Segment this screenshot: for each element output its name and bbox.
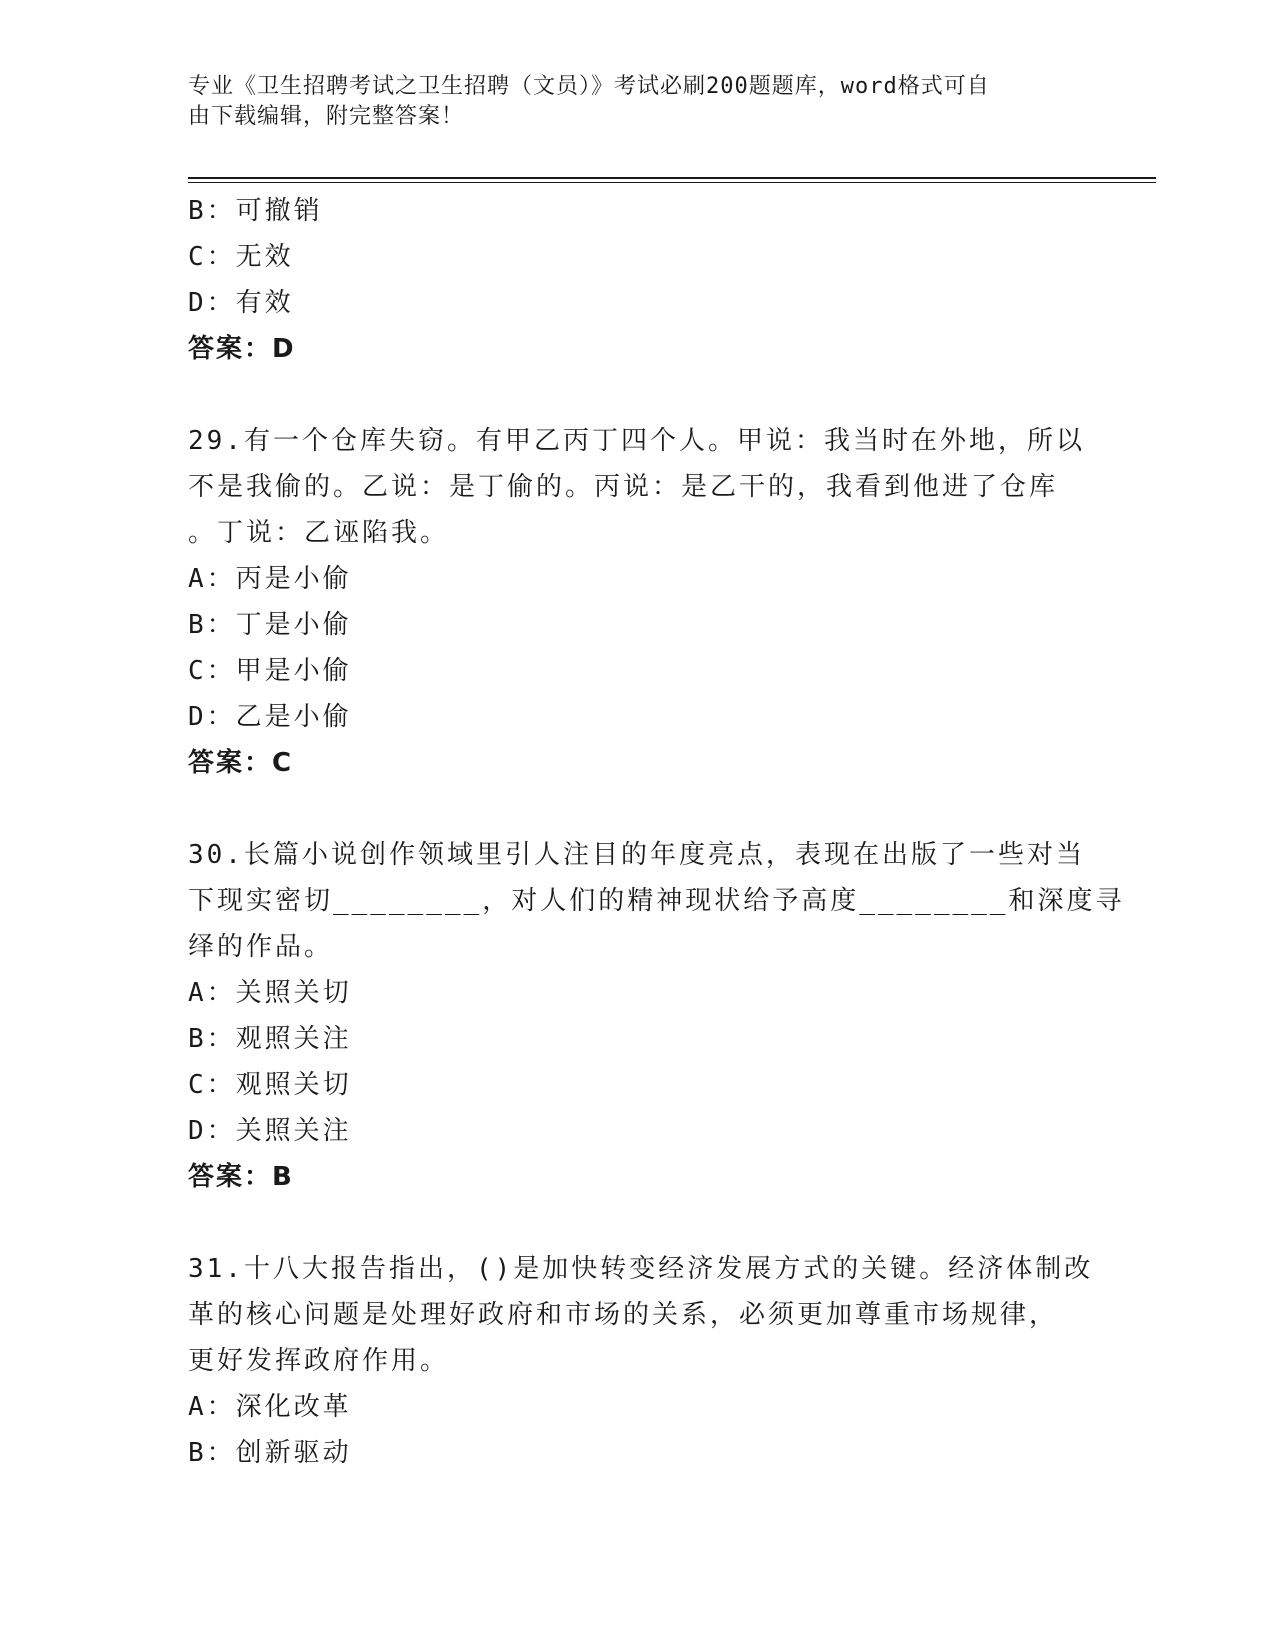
answer-line: 答案：C [188,748,294,778]
question-stem-line: 更好发挥政府作用。 [188,1346,450,1376]
option-b: B：观照关注 [188,1024,352,1054]
question-stem-line: 绎的作品。 [188,932,334,962]
question-stem-line: 下现实密切________，对人们的精神现状给予高度________和深度寻 [188,886,1125,916]
option-c: C：观照关切 [188,1070,352,1100]
question-stem-line: 31.十八大报告指出，()是加快转变经济发展方式的关键。经济体制改 [188,1254,1094,1284]
header-divider-thin [188,182,1156,183]
answer-line: 答案：D [188,334,296,364]
option-b: B：可撤销 [188,196,323,226]
question-stem-line: 不是我偷的。乙说：是丁偷的。丙说：是乙干的，我看到他进了仓库 [188,472,1059,502]
option-a: A：丙是小偷 [188,564,352,594]
question-28 [188,188,1088,372]
question-stem-line: 革的核心问题是处理好政府和市场的关系，必须更加尊重市场规律， [188,1300,1059,1330]
answer-line: 答案：B [188,1162,294,1192]
question-content [188,188,1125,1476]
question-stem-line: 30.长篇小说创作领域里引人注目的年度亮点，表现在出版了一些对当 [188,840,1085,870]
option-a: A：深化改革 [188,1392,352,1422]
header-line-2: 由下载编辑，附完整答案！ [188,104,465,129]
option-d: D：乙是小偷 [188,702,352,732]
option-c: C：无效 [188,242,294,272]
document-header [188,72,1068,132]
header-line-1: 专业《卫生招聘考试之卫生招聘（文员）》考试必刷200题题库，word格式可自 [188,74,990,99]
option-d: D：关照关注 [188,1116,352,1146]
option-c: C：甲是小偷 [188,656,352,686]
question-stem-line: 。丁说：乙诬陷我。 [188,518,450,548]
question-29 [188,418,1088,786]
question-31 [188,1246,1094,1476]
header-divider-thick [188,177,1156,179]
option-a: A：关照关切 [188,978,352,1008]
option-d: D：有效 [188,288,294,318]
question-30 [188,832,1125,1200]
option-b: B：丁是小偷 [188,610,352,640]
option-b: B：创新驱动 [188,1438,352,1468]
question-stem-line: 29.有一个仓库失窃。有甲乙丙丁四个人。甲说：我当时在外地，所以 [188,426,1085,456]
